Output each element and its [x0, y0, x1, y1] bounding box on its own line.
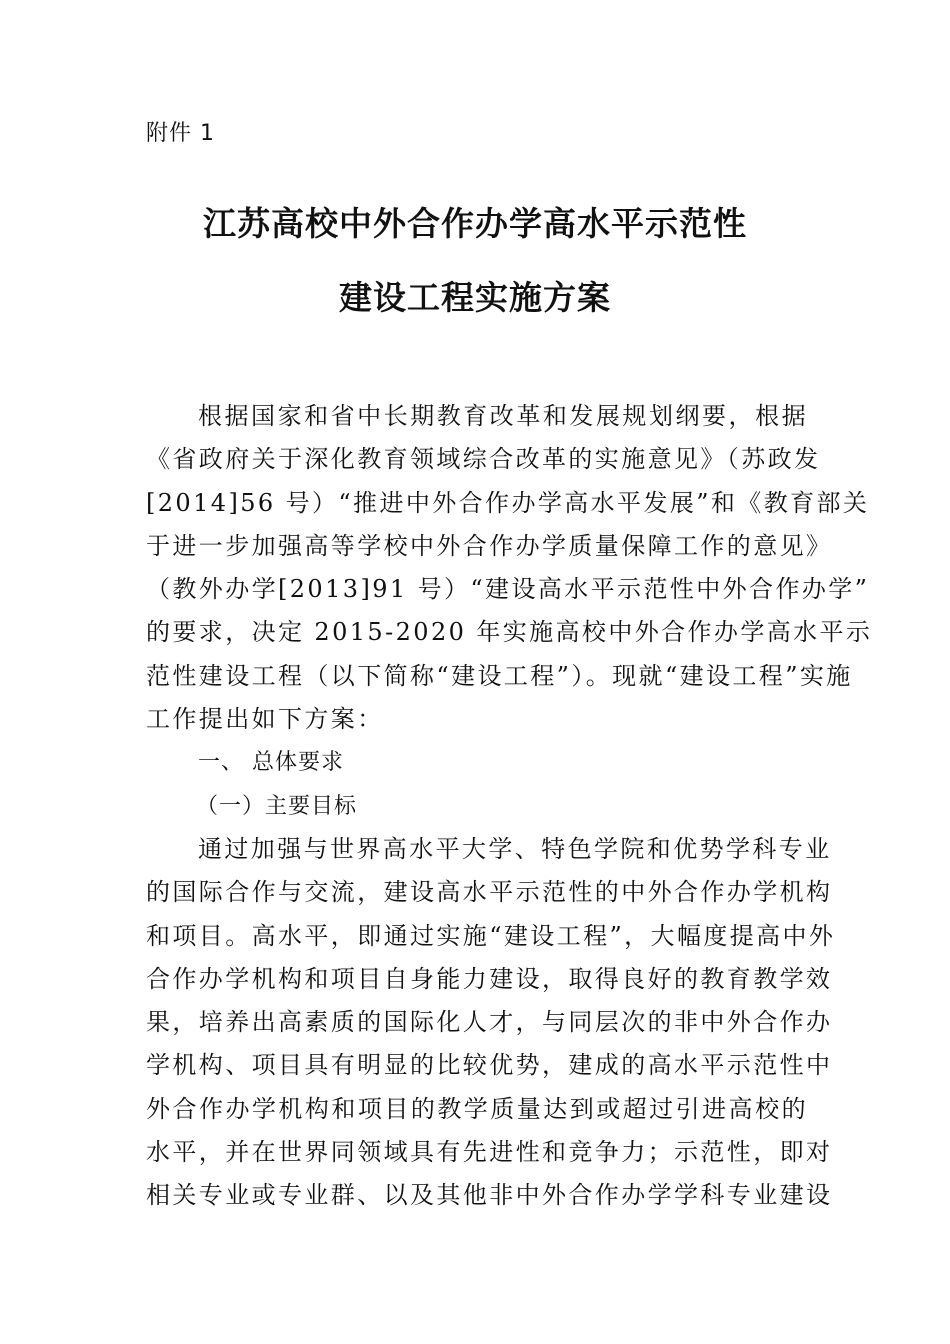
text-line: 果，培养出高素质的国际化人才，与同层次的非中外合作办	[146, 1008, 833, 1037]
text-line: 学机构、项目具有明显的比较优势，建成的高水平示范性中	[146, 1051, 833, 1080]
text-line: 合作办学机构和项目自身能力建设，取得良好的教育教学效	[146, 964, 833, 993]
text-line: 水平，并在世界同领域具有先进性和竞争力；示范性，即对	[146, 1138, 833, 1167]
text-line: 于进一步加强高等学校中外合作办学质量保障工作的意见》	[146, 531, 833, 560]
text-line: 根据国家和省中长期教育改革和发展规划纲要，根据	[198, 402, 808, 430]
subsection-heading: （一）主要目标	[196, 793, 358, 819]
text-line: 的国际合作与交流，建设高水平示范性的中外合作办学机构	[146, 878, 833, 907]
title-line-1: 江苏高校中外合作办学高水平示范性	[203, 204, 747, 243]
text-line: 的要求，决定 2015-2020 年实施高校中外合作办学高水平示	[146, 618, 873, 647]
goals-paragraph	[146, 828, 836, 1218]
text-line: [2014]56 号）“推进中外合作办学高水平发展”和《教育部关	[146, 488, 870, 517]
text-line: （教外办学[2013]91 号）“建设高水平示范性中外合作办学”	[146, 575, 870, 604]
text-line: 工作提出如下方案：	[146, 705, 384, 734]
text-line: 《省政府关于深化教育领域综合改革的实施意见》（苏政发	[146, 445, 821, 474]
text-line: 和项目。高水平，即通过实施“建设工程”，大幅度提高中外	[146, 921, 836, 950]
section-heading: 一、 总体要求	[198, 750, 344, 776]
text-line: 范性建设工程（以下简称“建设工程”）。现就“建设工程”实施	[146, 661, 853, 690]
text-line: 通过加强与世界高水平大学、特色学院和优势学科专业	[198, 834, 832, 863]
document-body	[146, 395, 873, 1218]
text-line: 外合作办学机构和项目的教学质量达到或超过引进高校的	[146, 1094, 808, 1123]
attachment-label: 附件 1	[146, 121, 215, 146]
text-line: 相关专业或专业群、以及其他非中外合作办学学科专业建设	[146, 1181, 833, 1210]
title-line-2: 建设工程实施方案	[339, 278, 611, 317]
intro-paragraph	[146, 395, 873, 741]
